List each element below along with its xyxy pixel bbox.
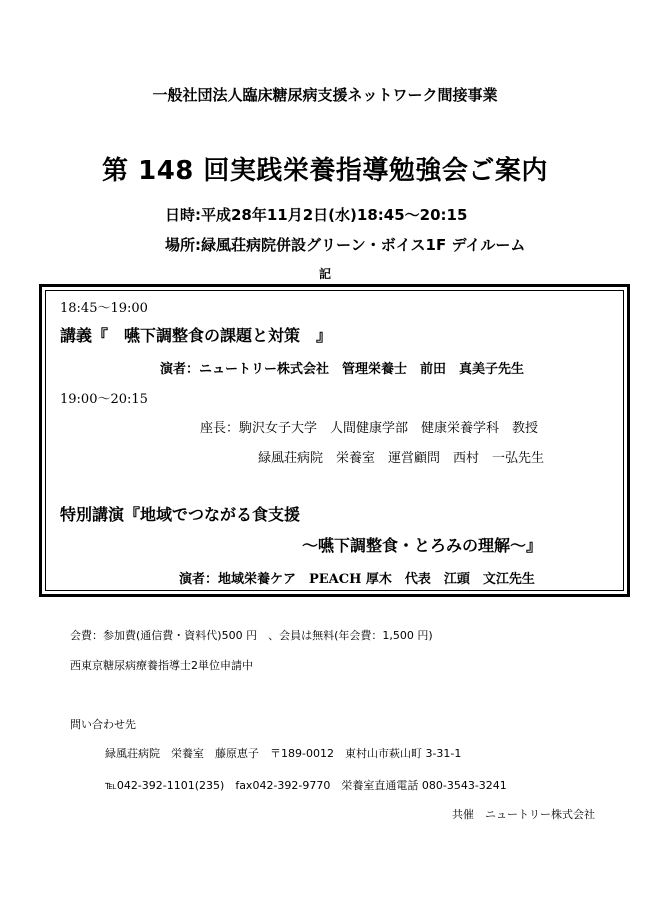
event-datetime: 日時:平成28年11月2日(水)18:45〜20:15 [165,206,468,224]
contact-phone: ℡042-392-1101(235) fax042-392-9770 栄養室直通電話 080-3543-3241 [105,779,507,792]
session2-chair-line2: 緑風荘病院 栄養室 運営顧問 西村 一弘先生 [258,451,545,466]
session2-chair-line1: 座長：駒沢女子大学 人間健康学部 健康栄養学科 教授 [200,421,539,436]
fee-info: 会費：参加費(通信費・資料代)500 円 、会員は無料(年会費：1,500 円) [70,629,433,642]
program-box [39,284,630,597]
event-venue: 場所:緑風荘病院併設グリーン・ボイス1F デイルーム [165,236,526,254]
session1-time: 18:45〜19:00 [60,301,148,316]
organization-name: 一般社団法人臨床糖尿病支援ネットワーク間接事業 [152,86,498,104]
contact-address: 緑風荘病院 栄養室 藤原恵子 〒189-0012 東村山市萩山町 3-31-1 [105,747,462,760]
credit-info: 西東京糖尿病療養指導士2単位申請中 [70,659,253,672]
contact-label: 問い合わせ先 [70,718,136,731]
ki-mark: 記 [318,267,331,281]
session2-time: 19:00〜20:15 [60,392,148,407]
sponsor: 共催 ニュートリー株式会社 [452,808,595,821]
page-title: 第 148 回実践栄養指導勉強会ご案内 [102,156,548,186]
session2-speaker: 演者：地域栄養ケア PEACH 厚木 代表 江頭 文江先生 [179,572,535,587]
session2-title-line1: 特別講演『地域でつながる食支援 [60,505,301,524]
session1-title: 講義『 嚥下調整食の課題と対策 』 [60,326,333,345]
session2-title-line2: 〜嚥下調整食・とろみの理解〜』 [302,536,543,555]
session1-speaker: 演者：ニュートリー株式会社 管理栄養士 前田 真美子先生 [160,362,525,377]
